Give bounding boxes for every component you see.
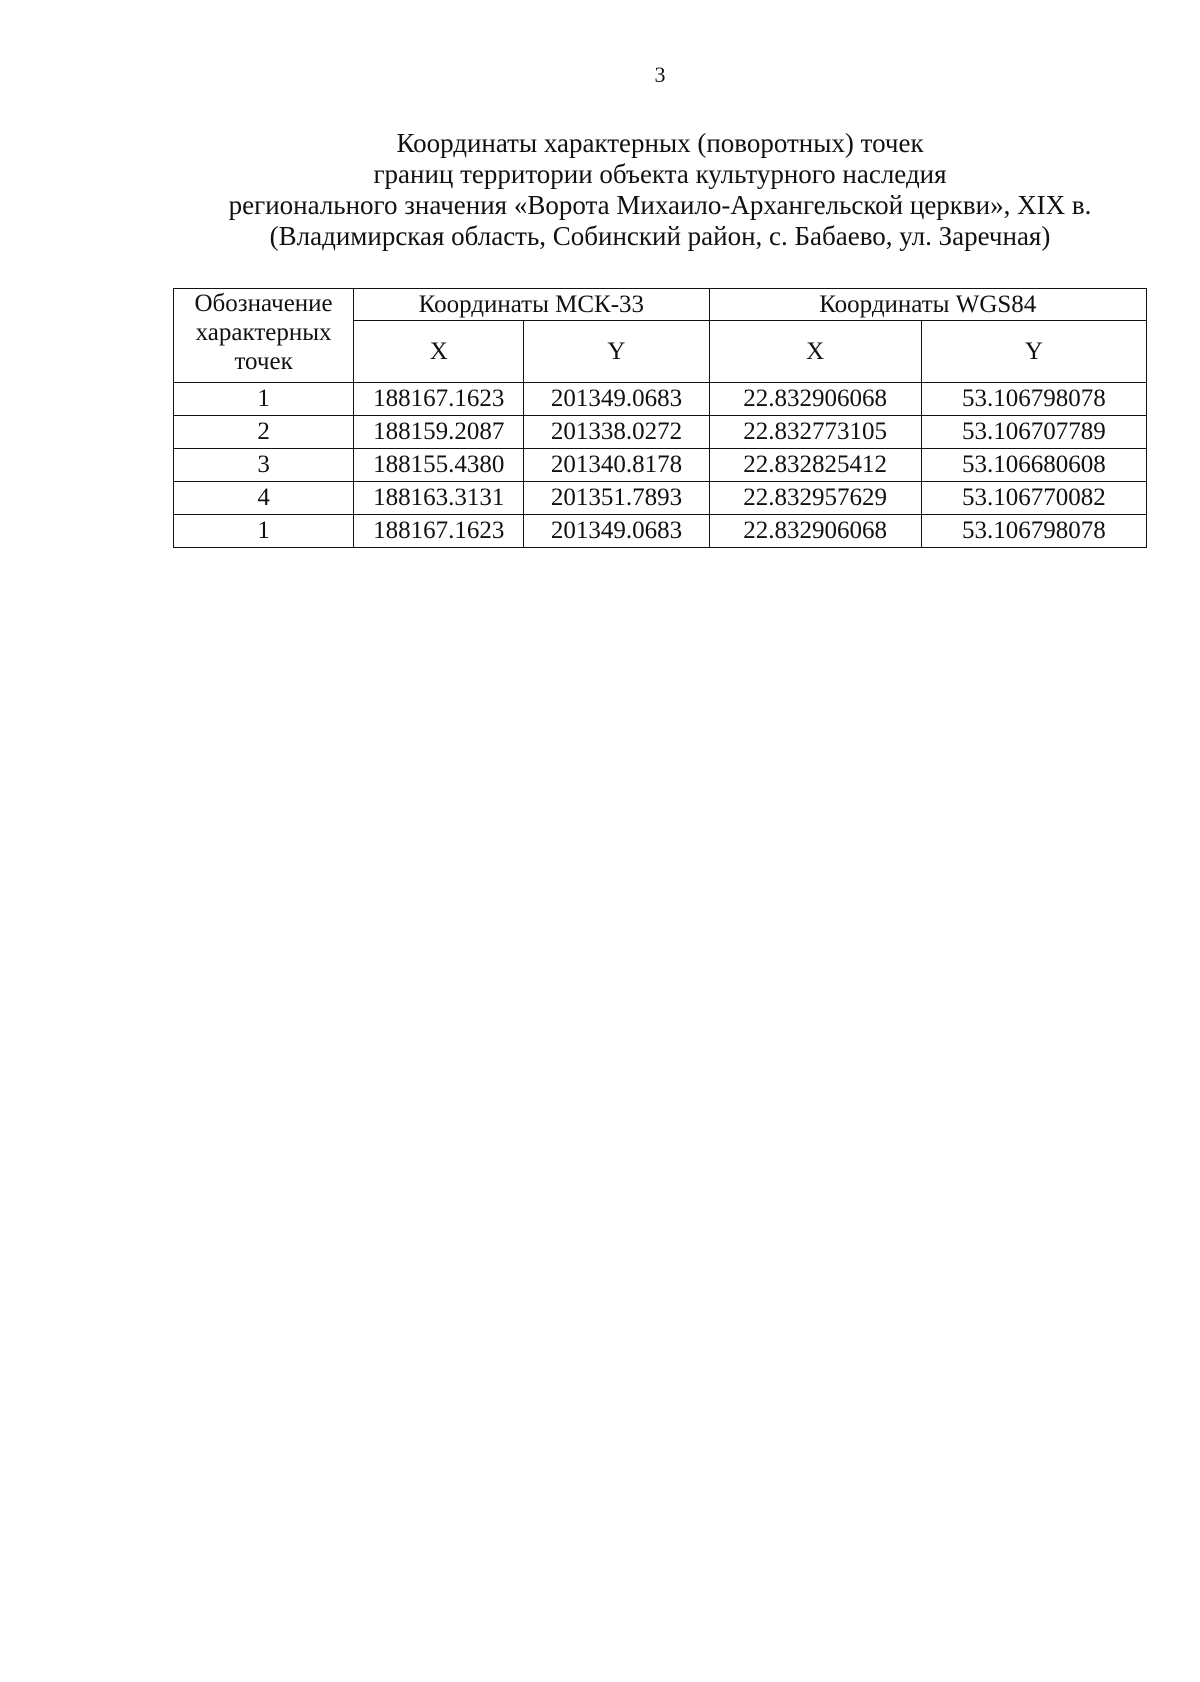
- msk-y-cell: 201349.0683: [524, 383, 709, 416]
- wgs-x-header: X: [709, 321, 921, 383]
- point-label-header-line: Обозначение: [194, 290, 333, 317]
- msk-x-cell: 188167.1623: [354, 383, 524, 416]
- wgs-x-cell: 22.832825412: [709, 449, 921, 482]
- msk-y-cell: 201351.7893: [524, 482, 709, 515]
- document-title: [0, 128, 1200, 252]
- wgs-x-cell: 22.832906068: [709, 515, 921, 548]
- wgs-group-header: Координаты WGS84: [709, 289, 1146, 321]
- wgs-y-cell: 53.106770082: [921, 482, 1146, 515]
- title-line-1: Координаты характерных (поворотных) точек: [396, 128, 924, 158]
- point-number-cell: 4: [174, 482, 354, 515]
- wgs-y-cell: 53.106707789: [921, 416, 1146, 449]
- msk-x-cell: 188155.4380: [354, 449, 524, 482]
- wgs-x-cell: 22.832773105: [709, 416, 921, 449]
- msk-y-header: Y: [524, 321, 709, 383]
- point-number-cell: 1: [174, 383, 354, 416]
- point-number-cell: 1: [174, 515, 354, 548]
- point-number-cell: 2: [174, 416, 354, 449]
- title-line-4: (Владимирская область, Собинский район, с. Бабаево, ул. Заречная): [269, 221, 1051, 251]
- wgs-y-cell: 53.106798078: [921, 383, 1146, 416]
- title-line-3: регионального значения «Ворота Михаило-Архангельской церкви», XIX в.: [228, 190, 1092, 220]
- msk-y-cell: 201338.0272: [524, 416, 709, 449]
- table-row: [174, 449, 1147, 482]
- wgs-y-cell: 53.106798078: [921, 515, 1146, 548]
- table-row: [174, 416, 1147, 449]
- wgs-x-cell: 22.832957629: [709, 482, 921, 515]
- msk-x-header: X: [354, 321, 524, 383]
- point-label-header-line: точек: [234, 348, 293, 375]
- wgs-x-cell: 22.832906068: [709, 383, 921, 416]
- msk-x-cell: 188167.1623: [354, 515, 524, 548]
- point-label-header: [174, 289, 354, 383]
- table-row: [174, 383, 1147, 416]
- coordinates-table: [173, 288, 1147, 548]
- table-header-row: [174, 289, 1147, 321]
- msk-x-cell: 188163.3131: [354, 482, 524, 515]
- msk-x-cell: 188159.2087: [354, 416, 524, 449]
- title-line-2: границ территории объекта культурного наследия: [373, 159, 947, 189]
- msk-group-header: Координаты МСК-33: [354, 289, 709, 321]
- page-number: 3: [654, 62, 666, 87]
- wgs-y-cell: 53.106680608: [921, 449, 1146, 482]
- table-row: [174, 482, 1147, 515]
- table-row: [174, 515, 1147, 548]
- wgs-y-header: Y: [921, 321, 1146, 383]
- msk-y-cell: 201349.0683: [524, 515, 709, 548]
- point-label-header-line: характерных: [195, 319, 332, 346]
- point-number-cell: 3: [174, 449, 354, 482]
- msk-y-cell: 201340.8178: [524, 449, 709, 482]
